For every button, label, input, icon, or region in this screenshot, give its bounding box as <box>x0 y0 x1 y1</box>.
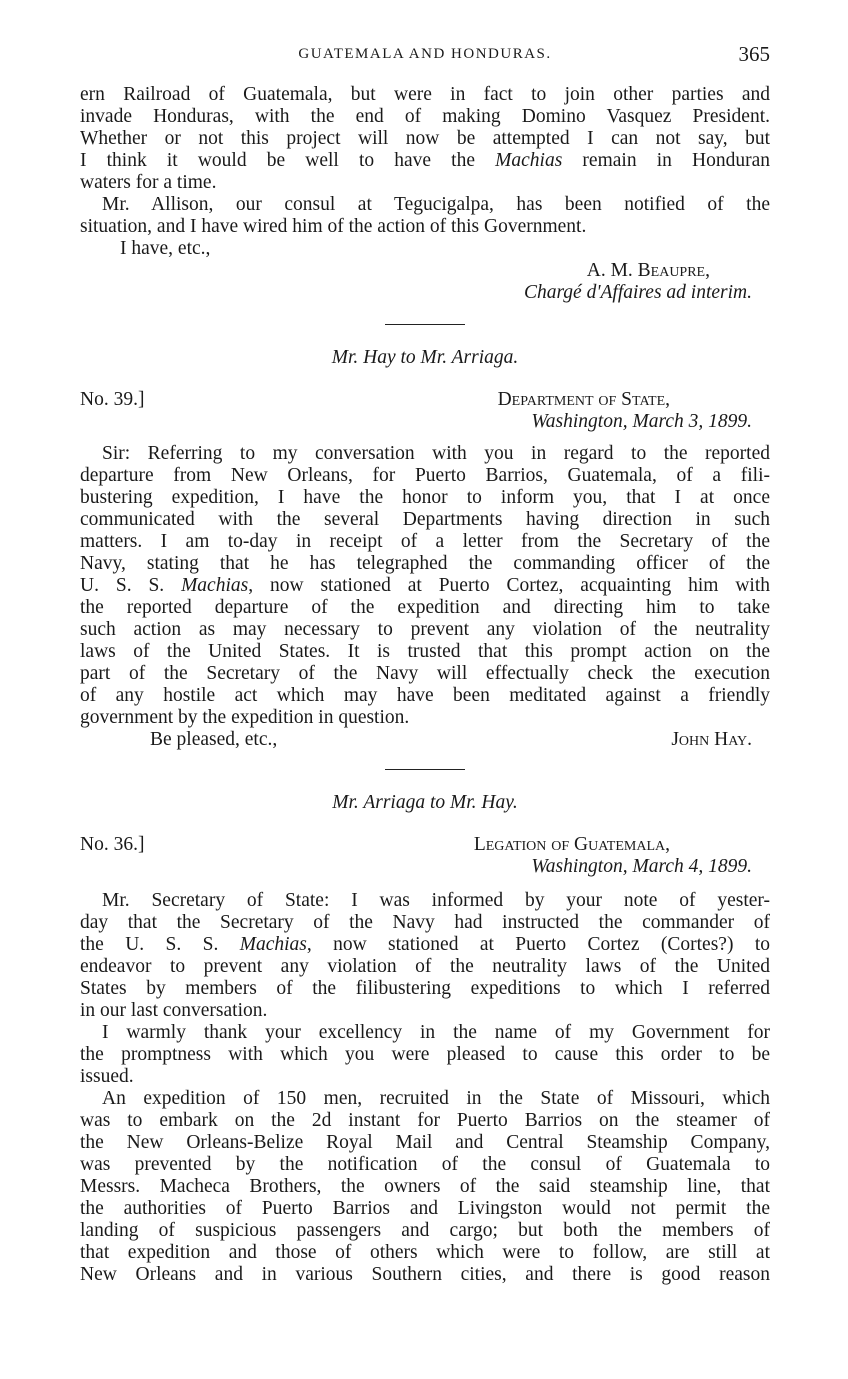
text-line: landing of suspicious passengers and cargo; but both the members of <box>80 1220 770 1241</box>
text-line: An expedition of 150 men, recruited in the State of Missouri, which <box>102 1088 770 1109</box>
signature-title: Chargé d'Affaires ad interim. <box>523 282 752 303</box>
text-line: the authorities of Puerto Barrios and Livingston would not permit the <box>80 1198 770 1219</box>
letter-number: No. 39.] <box>80 389 145 410</box>
running-head <box>80 42 770 72</box>
text-line: issued. <box>80 1066 134 1087</box>
letter-header-row <box>80 389 770 411</box>
text-line: was to embark on the 2d instant for Puerto Barrios on the steamer of <box>80 1110 770 1131</box>
text-line: invade Honduras, with the end of making Domino Vasquez President. <box>80 106 770 127</box>
text-line: I think it would be well to have the Machias remain in Honduran <box>80 150 770 171</box>
text-line: of any hostile act which may have been meditated against a friendly <box>80 685 770 706</box>
text-line: departure from New Orleans, for Puerto Barrios, Guatemala, of a fili- <box>80 465 770 486</box>
text-line: Whether or not this project will now be attempted I can not say, but <box>80 128 770 149</box>
letter-heading: Mr. Arriaga to Mr. Hay. <box>332 792 518 813</box>
text-line: the promptness with which you were pleased to cause this order to be <box>80 1044 770 1065</box>
text-line: Navy, stating that he has telegraphed the commanding officer of the <box>80 553 770 574</box>
text-line: situation, and I have wired him of the action of this Government. <box>80 216 587 237</box>
text-line: New Orleans and in various Southern cities, and there is good reason <box>80 1264 770 1285</box>
text-line: government by the expedition in question. <box>80 707 410 728</box>
text-line: Messrs. Macheca Brothers, the owners of the said steamship line, that <box>80 1176 770 1197</box>
text-line: communicated with the several Departments having direction in such <box>80 509 770 530</box>
letter-heading: Mr. Hay to Mr. Arriaga. <box>331 347 519 368</box>
closing-line: Be pleased, etc., <box>150 729 278 750</box>
letter-header-row <box>80 834 770 856</box>
letter-department: Legation of Guatemala, <box>473 834 670 855</box>
text-line: in our last conversation. <box>80 1000 268 1021</box>
letter-arriaga-to-hay <box>80 792 770 1286</box>
text-line: the U. S. S. Machias, now stationed at Puerto Cortez (Cortes?) to <box>80 934 770 955</box>
letter-dateline: Washington, March 3, 1899. <box>531 411 752 432</box>
text-line: I warmly thank your excellency in the name of my Government for <box>102 1022 770 1043</box>
text-line: the reported departure of the expedition and directing him to take <box>80 597 770 618</box>
text-line: matters. I am to-day in receipt of a letter from the Secretary of the <box>80 531 770 552</box>
letter-hay-to-arriaga <box>80 347 770 751</box>
closing-line: I have, etc., <box>120 238 211 259</box>
text-line: laws of the United States. It is trusted that this prompt action on the <box>80 641 770 662</box>
text-line: the New Orleans-Belize Royal Mail and Central Steamship Company, <box>80 1132 770 1153</box>
running-head-title: GUATEMALA AND HONDURAS. <box>298 46 552 62</box>
closing-row <box>80 729 770 751</box>
letter-number: No. 36.] <box>80 834 145 855</box>
text-line: day that the Secretary of the Navy had instructed the commander of <box>80 912 770 933</box>
text-line: part of the Secretary of the Navy will effectually check the execution <box>80 663 770 684</box>
text-line: bustering expedition, I have the honor to inform you, that I at once <box>80 487 770 508</box>
text-line: ern Railroad of Guatemala, but were in fact to join other parties and <box>80 84 770 105</box>
text-line: U. S. S. Machias, now stationed at Puerto Cortez, acquainting him with <box>80 575 770 596</box>
letter-dateline: Washington, March 4, 1899. <box>531 856 752 877</box>
text-line: Mr. Allison, our consul at Tegucigalpa, has been notified of the <box>102 194 770 215</box>
text-line: was prevented by the notification of the consul of Guatemala to <box>80 1154 770 1175</box>
text-line: Sir: Referring to my conversation with you in regard to the reported <box>102 443 770 464</box>
page-number: 365 <box>738 42 770 66</box>
text-line: such action as may necessary to prevent any violation of the neutrality <box>80 619 770 640</box>
text-line: Mr. Secretary of State: I was informed by your note of yester- <box>102 890 770 911</box>
text-line: waters for a time. <box>80 172 217 193</box>
text-line: that expedition and those of others which were to follow, are still at <box>80 1242 770 1263</box>
letter-beaupre <box>80 84 770 304</box>
letter-department: Department of State, <box>497 389 670 410</box>
text-line: endeavor to prevent any violation of the neutrality laws of the United <box>80 956 770 977</box>
page-body <box>80 84 770 1286</box>
signature-name: A. M. Beaupre, <box>586 260 710 281</box>
signature-name: John Hay. <box>671 729 752 750</box>
text-line: States by members of the filibustering expeditions to which I referred <box>80 978 770 999</box>
